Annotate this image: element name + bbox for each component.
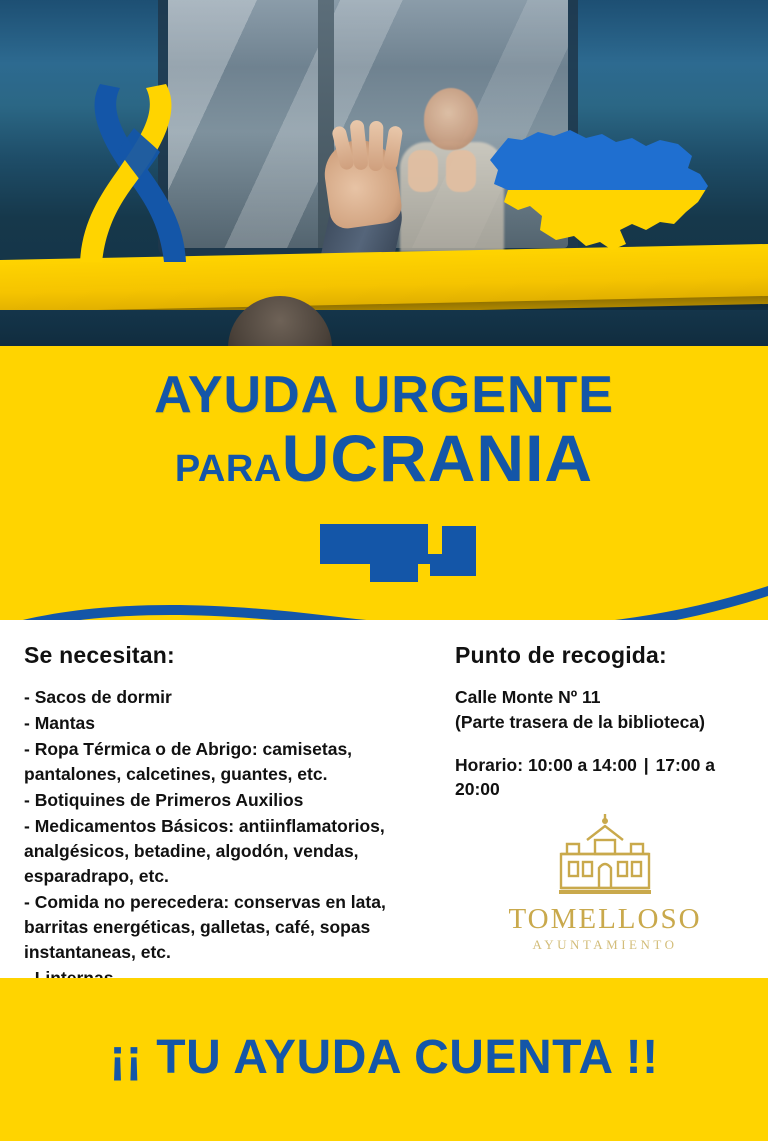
headline-country: UCRANIA <box>281 421 594 495</box>
ukraine-map-icon <box>470 98 720 278</box>
ukraine-flag-mark-icon <box>300 520 490 602</box>
hero-photo <box>0 0 768 352</box>
pickup-address <box>455 685 755 735</box>
hours-morning: 10:00 a 14:00 <box>527 755 637 775</box>
needs-title: Se necesitan: <box>24 642 175 668</box>
pickup-address-line-1: Calle Monte Nº 11 <box>455 687 601 707</box>
list-item: - Comida no perecedera: conservas en lata, barritas energéticas, galletas, café, sopas instantaneas, etc. <box>24 892 386 962</box>
logo-name: TOMELLOSO <box>508 903 702 935</box>
tomelloso-logo <box>455 810 755 953</box>
headline-line-2 <box>0 421 768 509</box>
pickup-title: Punto de recogida: <box>455 642 667 668</box>
hours-label: Horario: <box>455 755 524 775</box>
town-hall-crest-icon <box>545 810 665 896</box>
pickup-address-line-2: (Parte trasera de la biblioteca) <box>455 712 705 732</box>
finger <box>369 121 384 171</box>
pickup-column <box>455 642 755 801</box>
child-hand-left <box>408 150 438 192</box>
poster-headline <box>0 366 768 509</box>
hours-afternoon: 17:00 a 20:00 <box>455 755 715 799</box>
pickup-hours <box>455 753 755 801</box>
list-item: - Botiquines de Primeros Auxilios <box>24 790 304 810</box>
headline-para: PARA <box>174 448 282 490</box>
logo-subtitle: AYUNTAMIENTO <box>532 937 678 952</box>
hours-separator: | <box>643 755 649 775</box>
needs-column <box>24 642 436 992</box>
list-item: - Mantas <box>24 713 95 733</box>
footer-slogan: ¡¡ TU AYUDA CUENTA !! <box>109 1031 659 1084</box>
content-section <box>0 620 768 978</box>
list-item: - Ropa Térmica o de Abrigo: camisetas, pantalones, calcetines, guantes, etc. <box>24 739 353 784</box>
ukraine-ribbon-icon <box>60 78 208 268</box>
headline-line-1: AYUDA URGENTE <box>154 366 614 424</box>
needs-list <box>24 685 436 991</box>
list-item: - Medicamentos Básicos: antiinflamatorios, analgésicos, betadine, algodón, vendas, esparadrapo, etc. <box>24 816 385 886</box>
list-item: - Sacos de dormir <box>24 687 172 707</box>
